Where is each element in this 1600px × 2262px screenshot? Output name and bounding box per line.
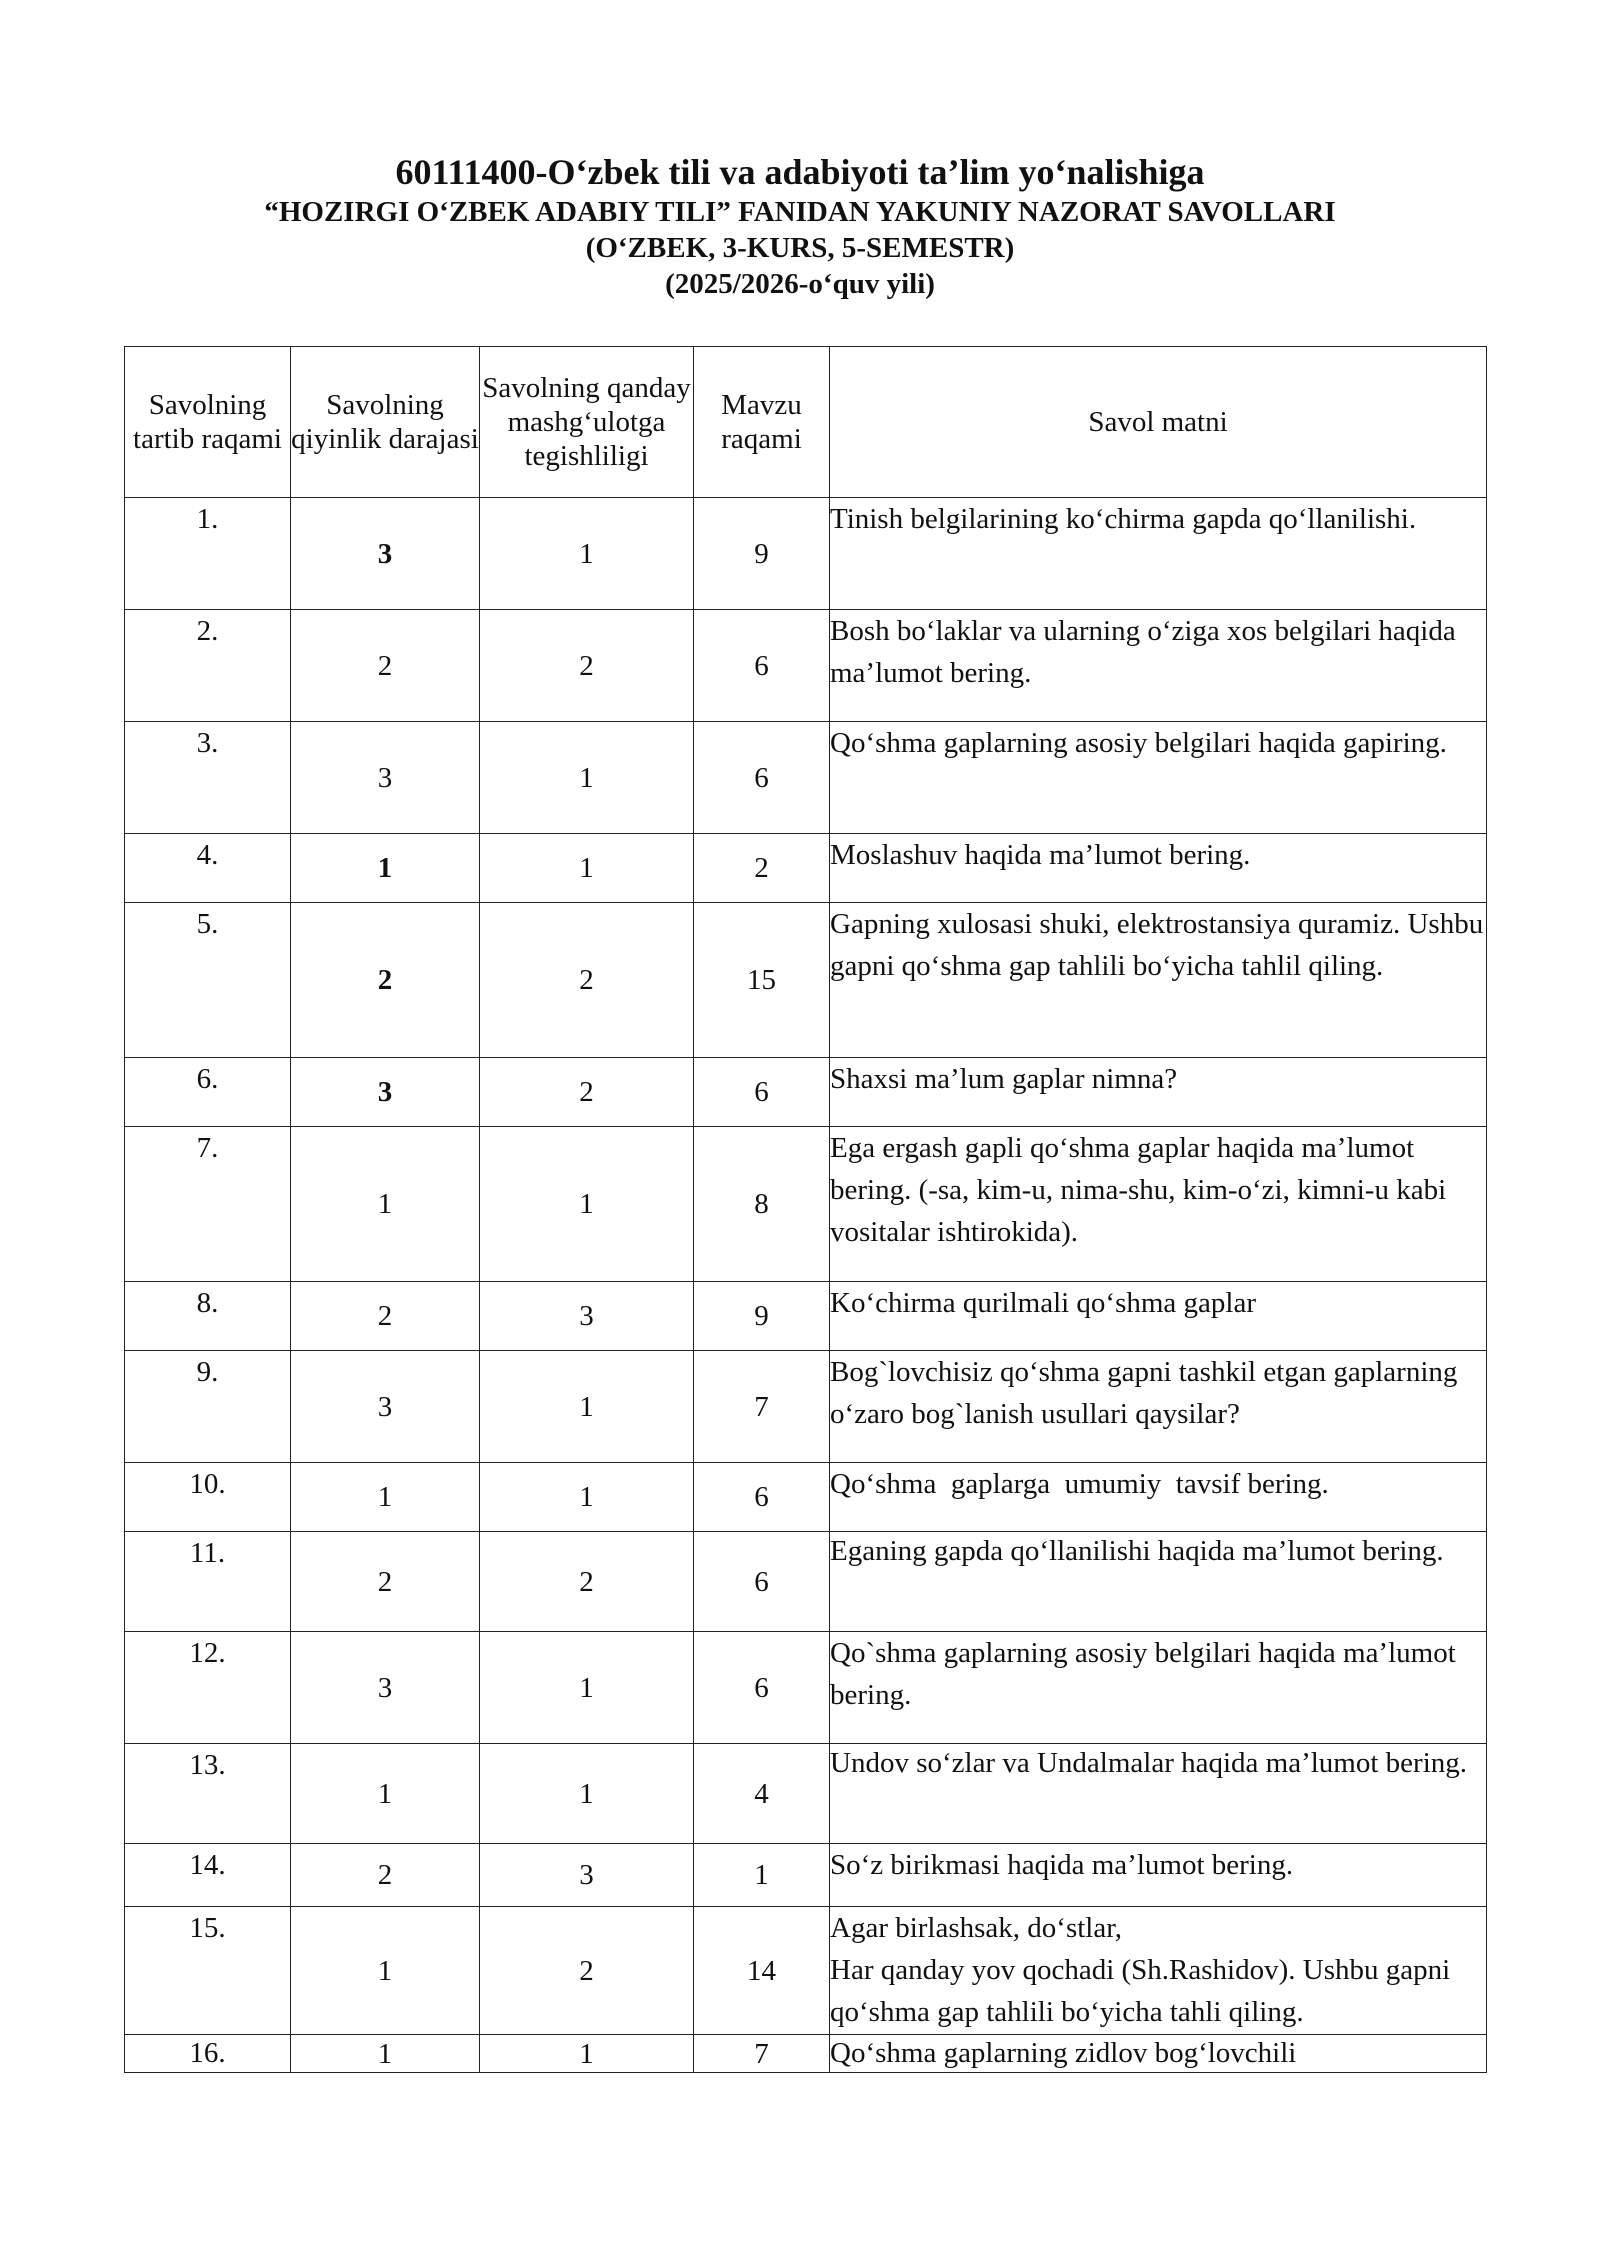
- table-row: [125, 2035, 1487, 2073]
- question-text: Shaxsi ma’lum gaplar nimna?: [830, 1058, 1487, 1127]
- table-row: [125, 903, 1487, 1058]
- question-number: 8.: [125, 1282, 291, 1351]
- question-lesson: 1: [480, 834, 694, 903]
- question-text: Bosh bo‘laklar va ularning o‘ziga xos belgilari haqida ma’lumot bering.: [830, 610, 1487, 722]
- question-lesson: 1: [480, 1351, 694, 1463]
- question-difficulty: 3: [291, 498, 480, 610]
- question-lesson: 1: [480, 1632, 694, 1744]
- document-course-info: (O‘ZBEK, 3-KURS, 5-SEMESTR): [585, 232, 1015, 264]
- question-number: 10.: [125, 1463, 291, 1532]
- question-difficulty: 3: [291, 1058, 480, 1127]
- question-number: 1.: [125, 498, 291, 610]
- question-difficulty: 2: [291, 610, 480, 722]
- question-topic: 6: [694, 1632, 830, 1744]
- question-topic: 9: [694, 1282, 830, 1351]
- table-row: [125, 1282, 1487, 1351]
- question-lesson: 2: [480, 610, 694, 722]
- question-text: Moslashuv haqida ma’lumot bering.: [830, 834, 1487, 903]
- table-row: [125, 1907, 1487, 2035]
- table-row: [125, 722, 1487, 834]
- table-row: [125, 1844, 1487, 1907]
- question-text: Bog`lovchisiz qo‘shma gapni tashkil etgan gaplarning o‘zaro bog`lanish usullari qaysilar?: [830, 1351, 1487, 1463]
- table-row: [125, 1632, 1487, 1744]
- question-topic: 1: [694, 1844, 830, 1907]
- question-number: 14.: [125, 1844, 291, 1907]
- question-topic: 4: [694, 1744, 830, 1844]
- question-topic: 9: [694, 498, 830, 610]
- question-number: 7.: [125, 1127, 291, 1282]
- question-lesson: 3: [480, 1844, 694, 1907]
- question-topic: 7: [694, 1351, 830, 1463]
- question-topic: 6: [694, 1058, 830, 1127]
- question-topic: 7: [694, 2035, 830, 2073]
- question-text-line: Agar birlashsak, do‘stlar,: [830, 1912, 1122, 1944]
- header-difficulty: Savolning qiyinlik darajasi: [291, 347, 480, 498]
- question-lesson: 2: [480, 903, 694, 1058]
- question-number: 2.: [125, 610, 291, 722]
- question-lesson: 1: [480, 1744, 694, 1844]
- question-difficulty: 1: [291, 1907, 480, 2035]
- table-row: [125, 498, 1487, 610]
- question-text: Eganing gapda qo‘llanilishi haqida ma’lumot bering.: [830, 1532, 1487, 1632]
- question-number: 3.: [125, 722, 291, 834]
- table-row: [125, 1532, 1487, 1632]
- question-text: Ko‘chirma qurilmali qo‘shma gaplar: [830, 1282, 1487, 1351]
- question-difficulty: 1: [291, 1463, 480, 1532]
- header-question-text: Savol matni: [830, 347, 1487, 498]
- question-difficulty: 2: [291, 1532, 480, 1632]
- question-lesson: 2: [480, 1532, 694, 1632]
- question-lesson: 2: [480, 1907, 694, 2035]
- table-row: [125, 1351, 1487, 1463]
- document-academic-year: (2025/2026-o‘quv yili): [665, 268, 935, 300]
- question-topic: 6: [694, 1463, 830, 1532]
- question-difficulty: 3: [291, 1632, 480, 1744]
- document-title: 60111400-O‘zbek tili va adabiyoti ta’lim yo‘nalishiga: [395, 152, 1205, 192]
- question-topic: 14: [694, 1907, 830, 2035]
- question-text-line: Har qanday yov qochadi (Sh.Rashidov). Ushbu gapni qo‘shma gap tahlili bo‘yicha tahli qiling.: [830, 1954, 1451, 2028]
- table-row: [125, 1744, 1487, 1844]
- question-difficulty: 3: [291, 1351, 480, 1463]
- question-text: [830, 1907, 1487, 2035]
- question-text: Undov so‘zlar va Undalmalar haqida ma’lumot bering.: [830, 1744, 1487, 1844]
- question-lesson: 3: [480, 1282, 694, 1351]
- question-text: So‘z birikmasi haqida ma’lumot bering.: [830, 1844, 1487, 1907]
- question-difficulty: 1: [291, 2035, 480, 2073]
- question-lesson: 1: [480, 498, 694, 610]
- question-lesson: 1: [480, 2035, 694, 2073]
- document-subtitle: “HOZIRGI O‘ZBEK ADABIY TILI” FANIDAN YAKUNIY NAZORAT SAVOLLARI: [264, 196, 1336, 228]
- question-topic: 15: [694, 903, 830, 1058]
- question-number: 6.: [125, 1058, 291, 1127]
- table-row: [125, 834, 1487, 903]
- question-number: 15.: [125, 1907, 291, 2035]
- question-lesson: 2: [480, 1058, 694, 1127]
- question-number: 16.: [125, 2035, 291, 2073]
- question-number: 4.: [125, 834, 291, 903]
- question-lesson: 1: [480, 1463, 694, 1532]
- question-text: Qo`shma gaplarning asosiy belgilari haqida ma’lumot bering.: [830, 1632, 1487, 1744]
- question-difficulty: 3: [291, 722, 480, 834]
- question-text: Gapning xulosasi shuki, elektrostansiya quramiz. Ushbu gapni qo‘shma gap tahlili bo‘yicha tahlil qiling.: [830, 903, 1487, 1058]
- question-lesson: 1: [480, 1127, 694, 1282]
- question-difficulty: 2: [291, 1282, 480, 1351]
- question-number: 9.: [125, 1351, 291, 1463]
- question-topic: 8: [694, 1127, 830, 1282]
- question-text: Qo‘shma gaplarga umumiy tavsif bering.: [830, 1463, 1487, 1532]
- header-topic-number: Mavzu raqami: [694, 347, 830, 498]
- table-row: [125, 1127, 1487, 1282]
- question-topic: 6: [694, 722, 830, 834]
- question-number: 12.: [125, 1632, 291, 1744]
- question-number: 13.: [125, 1744, 291, 1844]
- header-lesson-type: Savolning qanday mashg‘ulotga tegishliligi: [480, 347, 694, 498]
- question-topic: 6: [694, 1532, 830, 1632]
- questions-table: [124, 346, 1487, 2073]
- question-text: Qo‘shma gaplarning zidlov bog‘lovchili: [830, 2035, 1487, 2073]
- header-order-number: Savolning tartib raqami: [125, 347, 291, 498]
- question-difficulty: 1: [291, 1127, 480, 1282]
- question-lesson: 1: [480, 722, 694, 834]
- question-topic: 6: [694, 610, 830, 722]
- question-difficulty: 2: [291, 1844, 480, 1907]
- document-header: [0, 150, 1600, 302]
- question-text: Ega ergash gapli qo‘shma gaplar haqida ma’lumot bering. (-sa, kim-u, nima-shu, kim-o‘zi, kimni-u kabi vositalar ishtirokida).: [830, 1127, 1487, 1282]
- question-difficulty: 1: [291, 834, 480, 903]
- table-row: [125, 1058, 1487, 1127]
- question-difficulty: 1: [291, 1744, 480, 1844]
- question-text: Tinish belgilarining ko‘chirma gapda qo‘llanilishi.: [830, 498, 1487, 610]
- question-number: 11.: [125, 1532, 291, 1632]
- table-row: [125, 1463, 1487, 1532]
- question-number: 5.: [125, 903, 291, 1058]
- question-difficulty: 2: [291, 903, 480, 1058]
- question-text: Qo‘shma gaplarning asosiy belgilari haqida gapiring.: [830, 722, 1487, 834]
- table-row: [125, 610, 1487, 722]
- table-header-row: [125, 347, 1487, 498]
- question-topic: 2: [694, 834, 830, 903]
